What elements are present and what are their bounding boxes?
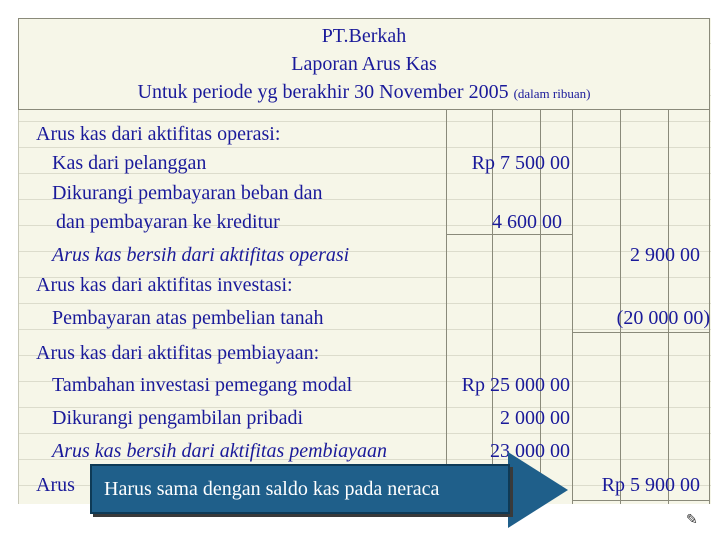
table-row <box>0 150 720 176</box>
row-label: Arus kas bersih dari aktifitas pembiayaan <box>52 440 387 462</box>
row-label: Tambahan investasi pemegang modal <box>52 374 353 396</box>
amount-col1: Rp 25 000 00 <box>461 374 570 396</box>
table-row <box>0 372 720 398</box>
report-period <box>19 81 709 104</box>
amount-col1: Rp 7 500 00 <box>471 152 570 174</box>
subtotal-rule <box>572 332 710 333</box>
table-row <box>0 242 720 268</box>
amount-col2: (20 000 00) <box>616 307 710 329</box>
table-row <box>0 180 720 206</box>
report-header <box>18 18 710 110</box>
row-label: Dikurangi pengambilan pribadi <box>52 407 304 429</box>
row-label: Arus <box>36 474 75 496</box>
pin-icon: ✎ <box>686 513 698 528</box>
subtotal-rule <box>446 234 572 235</box>
amount-col2: Rp 5 900 00 <box>601 474 700 496</box>
callout-text: Harus sama dengan saldo kas pada neraca <box>104 478 440 500</box>
amount-col1: 23 000 00 <box>490 440 570 462</box>
row-label: Arus kas dari aktifitas operasi: <box>36 123 281 145</box>
row-label: Pembayaran atas pembelian tanah <box>52 307 324 329</box>
row-label: Dikurangi pembayaran beban dan <box>52 182 323 204</box>
unit-note: (dalam ribuan) <box>513 86 591 101</box>
row-label: Kas dari pelanggan <box>52 152 207 174</box>
amount-col1: 4 600 00 <box>492 211 562 233</box>
table-row <box>0 121 720 147</box>
row-label: Arus kas dari aktifitas investasi: <box>36 274 293 296</box>
table-row <box>0 305 720 331</box>
table-row <box>0 340 720 366</box>
row-label: Arus kas dari aktifitas pembiayaan: <box>36 342 320 364</box>
amount-col2: 2 900 00 <box>630 244 700 266</box>
table-row <box>0 272 720 298</box>
arrow-icon <box>508 452 568 528</box>
callout-banner <box>90 464 510 514</box>
table-row <box>0 209 720 235</box>
row-label: dan pembayaran ke kreditur <box>56 211 280 233</box>
company-name: PT.Berkah <box>321 25 407 47</box>
total-rule <box>572 500 710 501</box>
amount-col1: 2 000 00 <box>500 407 570 429</box>
table-row <box>0 438 720 464</box>
report-title: Laporan Arus Kas <box>291 53 437 75</box>
period-text: Untuk periode yg berakhir 30 November 2005 <box>137 81 509 103</box>
row-label: Arus kas bersih dari aktifitas operasi <box>52 244 350 266</box>
table-row <box>0 405 720 431</box>
